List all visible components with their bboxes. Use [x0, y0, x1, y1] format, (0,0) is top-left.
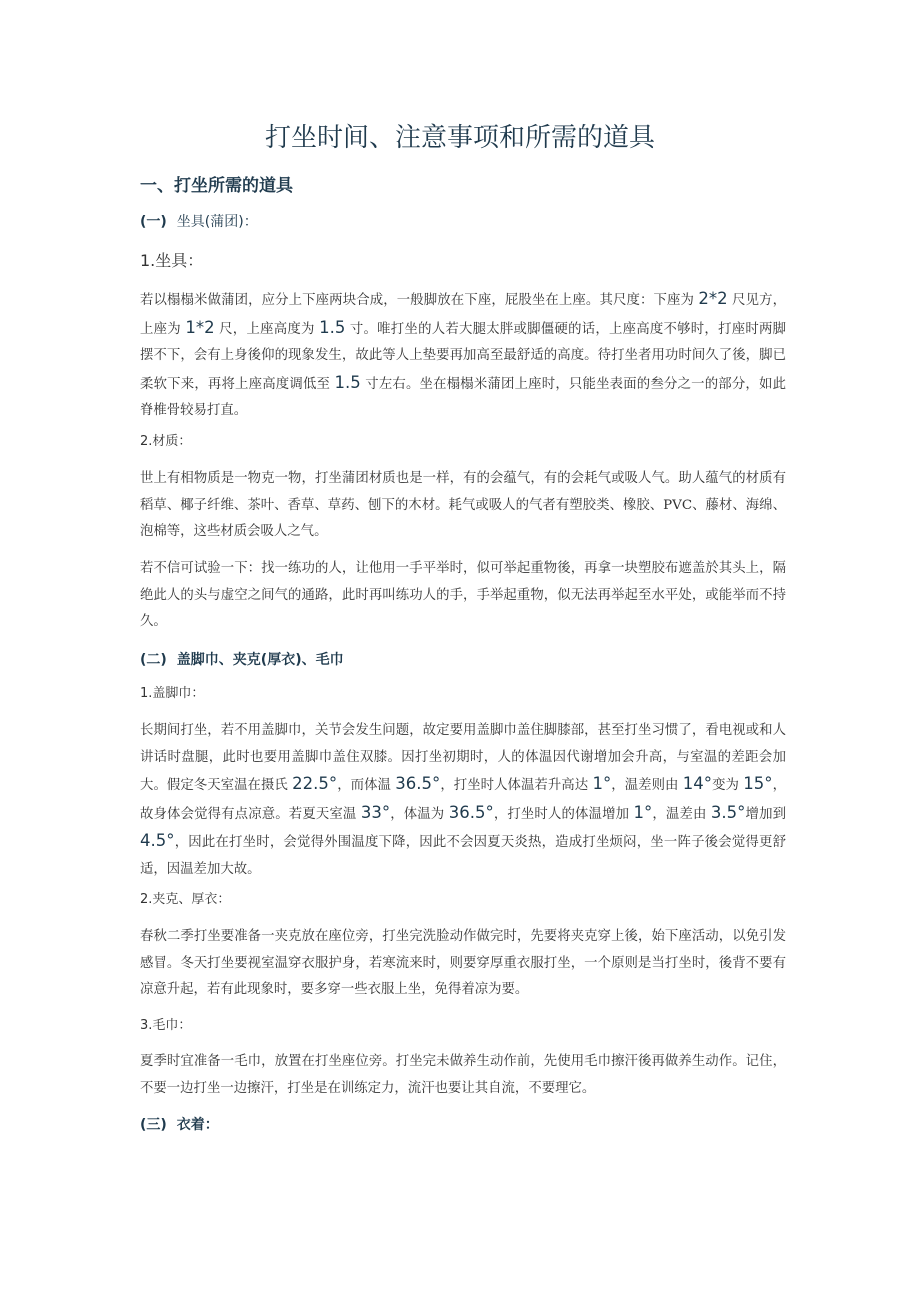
number-run: 22.5°	[292, 774, 338, 793]
text-run: 尺，上座高度为	[214, 321, 320, 337]
number-run: 14°	[682, 774, 713, 793]
text-run: 若以榻榻米做蒲团，应分上下座两块合成，一般脚放在下座，屁股坐在上座。其尺度：下座为	[140, 293, 699, 308]
number-run: 1.5	[319, 317, 346, 337]
item-heading-knee-cover: 1.盖脚巾：	[140, 686, 205, 701]
subsection-heading-cover	[140, 650, 344, 670]
number-run: 2*2	[698, 289, 728, 308]
page-title: 打坐时间、注意事项和所需的道具	[264, 123, 655, 153]
paragraph-towel: 夏季时宜准备一毛巾，放置在打坐座位旁。打坐完未做养生动作前，先使用毛巾擦汗後再做养生动作。记住，不要一边打坐一边擦汗，打坐是在训练定力，流汗也要让其自流，不要理它。	[140, 1054, 786, 1096]
number-run: 36.5°	[395, 774, 441, 793]
paragraph-material: 世上有相物质是一物克一物，打坐蒲团材质也是一样，有的会蕴气，有的会耗气或吸人气。助人蕴气的材质有稻草、椰子纤维、茶叶、香草、草药、刨下的木材。耗气或吸人的气者有塑胶类、橡胶、PVC、藤材、海绵、泡棉等，这些材质会吸人之气。	[140, 471, 786, 539]
text-run: ，故身体会觉得有点凉意。若夏天室温	[140, 778, 786, 822]
number-run: 1°	[592, 774, 612, 793]
text-run: 寸左右。坐在榻榻米蒲团上座时，只能坐表面的叁分之一的部分，如此脊椎骨较易打直。	[140, 376, 786, 418]
number-run: 1°	[633, 802, 653, 822]
number-run: 1*2	[185, 317, 215, 337]
subsection-label: 盖脚巾、夹克(厚衣)、毛巾	[176, 652, 344, 668]
subsection-heading-clothing	[140, 1115, 219, 1135]
text-run: ，而体温	[337, 778, 396, 793]
text-run: ，温差由	[652, 806, 711, 822]
subsection-label: 坐具(蒲团)：	[176, 214, 258, 230]
text-run: ，体温为	[390, 806, 449, 822]
subsection-heading-cushion	[140, 212, 258, 232]
item-heading-towel: 3.毛巾：	[140, 1018, 192, 1033]
text-run: 变为	[712, 778, 744, 793]
subsection-label: 衣着：	[176, 1117, 219, 1133]
text-run: 寸。唯打坐的人若大腿太胖或脚僵硬的话，上座高度不够时，打座时两脚摆不下，会有上身後仰的现象发生，故此等人上垫要再加高至最舒适的高度。待打坐者用功时间久了後，脚已柔软下来，再将上座高度调低至	[140, 321, 787, 392]
text-run: ，打坐时人的体温增加	[493, 806, 634, 822]
subsection-number: (一)	[140, 214, 167, 230]
number-run: 4.5°	[140, 831, 175, 850]
paragraph-jacket: 春秋二季打坐要准备一夹克放在座位旁，打坐完洗脸动作做完时，先要将夹克穿上後，始下座活动，以免引发感冒。冬天打坐要视室温穿衣服护身，若寒流来时，则要穿厚重衣服打坐，一个原则是当打坐时，後背不要有凉意升起，若有此现象时，要多穿一些衣服上坐，免得着凉为要。	[140, 929, 786, 997]
text-run: 长期间打坐，若不用盖脚巾，关节会发生问题，故定要用盖脚巾盖住脚膝部，甚至打坐习惯了，看电视或和人讲话时盘腿，此时也要用盖脚巾盖住双膝。因打坐初期时，人的体温因代谢增加会升高，与室温的差距会加大。假定冬天室温在摄氏	[140, 723, 786, 793]
text-run: 尺见方，上座为	[140, 293, 786, 337]
text-run: ，温差则由	[611, 778, 683, 793]
paragraph-seat	[140, 286, 786, 425]
number-run: 3.5°	[710, 802, 746, 822]
text-run: ，打坐时人体温若升高达	[440, 778, 593, 793]
text-run: ，因此在打坐时，会觉得外围温度下降，因此不会因夏天炎热，造成打坐烦闷，坐一阵子後会觉得更舒适，因温差加大故。	[140, 835, 786, 877]
item-heading-jacket: 2.夹克、厚衣：	[140, 892, 231, 907]
text-run: 增加到	[745, 806, 786, 822]
number-run: 15°	[743, 774, 773, 793]
paragraph-experiment: 若不信可试验一下：找一练功的人，让他用一手平举时，似可举起重物後，再拿一块塑胶布遮盖於其头上，隔绝此人的头与虚空之间气的通路，此时再叫练功人的手，手举起重物，似无法再举起至水平处，或能举而不持久。	[140, 561, 786, 629]
number-run: 1.5	[334, 372, 361, 392]
paragraph-knee-cover	[140, 718, 786, 883]
number-run: 33°	[360, 802, 391, 822]
number-run: 36.5°	[448, 802, 494, 822]
subsection-number: (三)	[140, 1117, 167, 1133]
subsection-number: (二)	[140, 652, 167, 668]
item-heading-material: 2.材质：	[140, 434, 192, 449]
item-heading-seat: 1.坐具：	[140, 251, 204, 270]
section-heading-props: 一、打坐所需的道具	[140, 176, 293, 196]
